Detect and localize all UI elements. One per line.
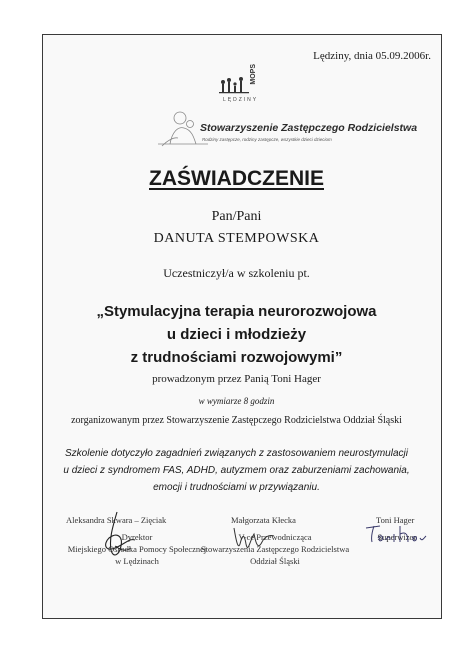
signatory-role: Dyrektor bbox=[121, 532, 153, 542]
scope-line: Szkolenie dotyczyło zagadnień związanych z zastosowaniem neurostymulacji bbox=[65, 448, 408, 459]
signatory-role: Miejskiego Ośrodka Pomocy Społecznej bbox=[67, 544, 207, 554]
handwritten-signature bbox=[95, 508, 155, 568]
signatory-role: w Lędzinach bbox=[115, 556, 159, 566]
handwritten-signature bbox=[228, 520, 288, 560]
course-title-line: „Stymulacyjna terapia neurorozwojowa bbox=[96, 303, 377, 320]
signatory-name: Toni Hager bbox=[376, 515, 415, 525]
association-name: Stowarzyszenie Zastępczego Rodzicielstwa bbox=[200, 122, 418, 134]
signatory-name: Małgorzata Kłecka bbox=[231, 515, 296, 525]
signatory-role: Stowarzyszenia Zastępczego Rodzicielstwa bbox=[200, 544, 350, 554]
signatory-name: Aleksandra Skwara – Zięciak bbox=[66, 515, 167, 525]
scope-line: u dzieci z syndromem FAS, ADHD, autyzmem oraz zaburzeniami zachowania, bbox=[63, 465, 410, 476]
mops-caption: LĘDZINY bbox=[223, 97, 259, 103]
course-title-line: z trudnościami rozwojowymi” bbox=[130, 349, 343, 366]
salutation: Pan/Pani bbox=[211, 209, 262, 224]
association-motto: Rodziny zastępcze, rodziny zastępcze, wszystkie dzieci dzieciom bbox=[202, 137, 332, 142]
date-line: Lędziny, dnia 05.09.2006r. bbox=[313, 50, 431, 62]
organizer-line: zorganizowanym przez Stowarzyszenie Zastępczego Rodzicielstwa Oddział Śląski bbox=[71, 415, 402, 426]
course-title-line: u dzieci i młodzieży bbox=[166, 326, 307, 343]
hours-line: w wymiarze 8 godzin bbox=[198, 396, 275, 406]
recipient-name: DANUTA STEMPOWSKA bbox=[153, 231, 320, 246]
signatory-role: V-ce Przewodnicząca bbox=[238, 532, 312, 542]
signatory-role: Superwizor bbox=[377, 532, 417, 542]
handwritten-signature bbox=[362, 520, 432, 550]
mops-vertical-text: MOPS bbox=[250, 64, 257, 85]
participation-text: Uczestniczył/a w szkoleniu pt. bbox=[163, 266, 310, 280]
scope-line: emocji i trudnościami w przywiązaniu. bbox=[153, 482, 320, 493]
document-title: ZAŚWIADCZENIE bbox=[149, 167, 324, 190]
signatory-role: Oddział Śląski bbox=[250, 556, 300, 566]
trainer-line: prowadzonym przez Panią Toni Hager bbox=[152, 373, 321, 385]
